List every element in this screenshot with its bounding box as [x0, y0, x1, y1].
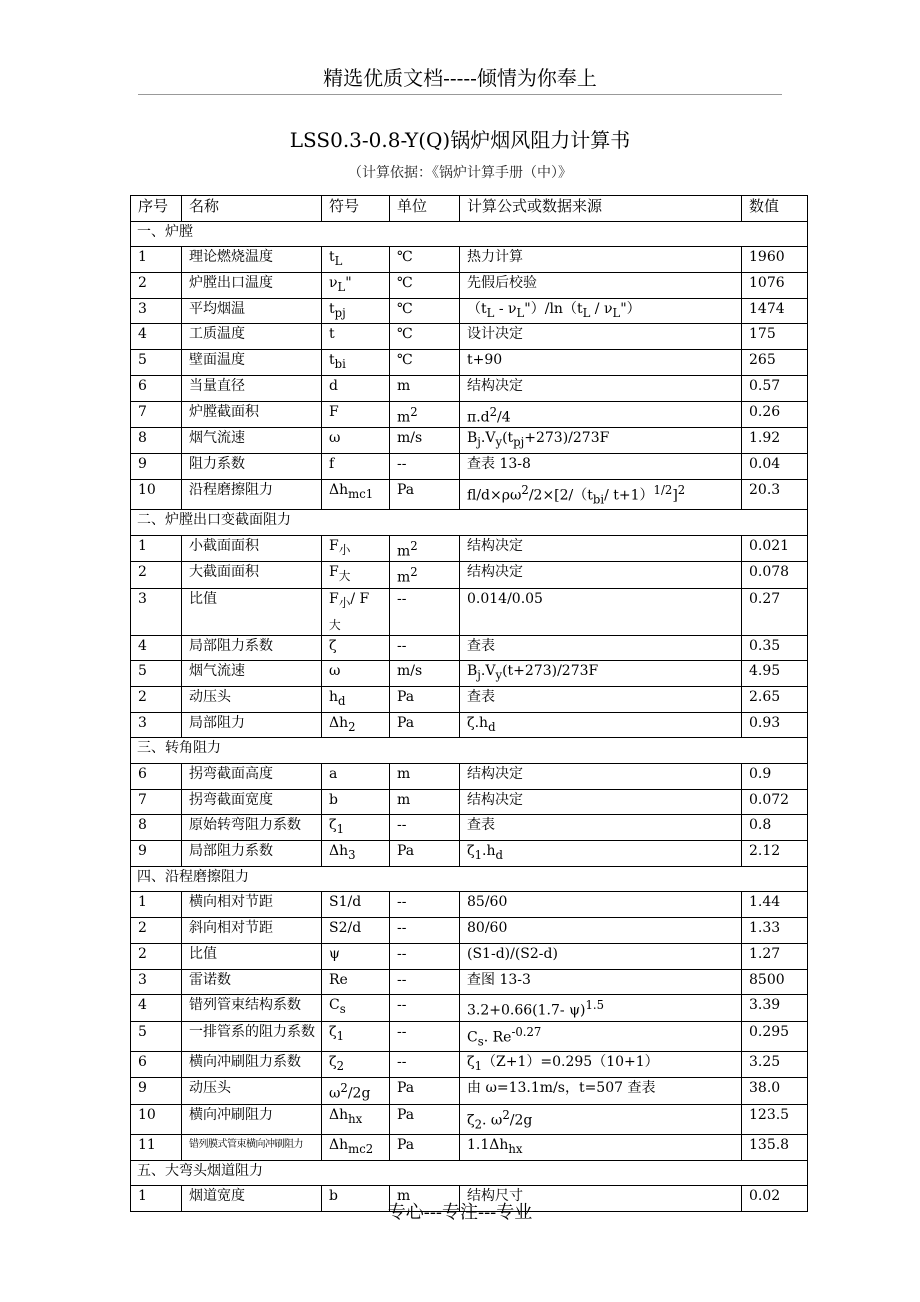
table-row [131, 247, 808, 273]
cell-no: 8 [131, 428, 182, 454]
cell-value: 1960 [742, 247, 808, 273]
cell-formula: $1.1\Delta h_{hx}$ [460, 1135, 742, 1161]
cell-value: 0.27 [742, 588, 808, 635]
cell-unit: -- [390, 1021, 460, 1051]
cell-no: 10 [131, 1104, 182, 1134]
table-row [131, 350, 808, 376]
cell-symbol: ψ [322, 943, 390, 969]
cell-unit: Pa [390, 841, 460, 867]
table-row [131, 815, 808, 841]
section-title: 二、炉膛出口变截面阻力 [131, 509, 808, 535]
cell-value: 4.95 [742, 661, 808, 687]
cell-unit: $m^2$ [390, 401, 460, 428]
cell-value: 0.04 [742, 453, 808, 479]
table-row [131, 764, 808, 790]
cell-formula: 结构决定 [460, 789, 742, 815]
cell-name: 小截面面积 [182, 535, 322, 562]
cell-symbol: f [322, 453, 390, 479]
cell-unit: ℃ [390, 324, 460, 350]
cell-value: 1.44 [742, 892, 808, 918]
table-row [131, 298, 808, 324]
cell-value: 1076 [742, 273, 808, 299]
cell-no: 9 [131, 841, 182, 867]
cell-unit: m [390, 1186, 460, 1212]
cell-symbol: Re [322, 969, 390, 995]
cell-value: 2.65 [742, 686, 808, 712]
cell-unit: -- [390, 453, 460, 479]
cell-symbol: $\zeta_2$ [322, 1052, 390, 1078]
cell-value: 123.5 [742, 1104, 808, 1134]
cell-symbol: $\Delta h_{mc2}$ [322, 1135, 390, 1161]
cell-value: 8500 [742, 969, 808, 995]
cell-value: 0.9 [742, 764, 808, 790]
cell-value: 3.25 [742, 1052, 808, 1078]
cell-name: 雷诺数 [182, 969, 322, 995]
table-row [131, 892, 808, 918]
cell-name: 沿程磨擦阻力 [182, 479, 322, 509]
cell-formula: 结构决定 [460, 375, 742, 401]
cell-value: 0.021 [742, 535, 808, 562]
cell-name: 错列膜式管束横向冲刷阻力 [182, 1135, 322, 1161]
cell-name: 理论燃烧温度 [182, 247, 322, 273]
table-row [131, 324, 808, 350]
cell-symbol: ω [322, 428, 390, 454]
cell-symbol: $\Delta h_{mc1}$ [322, 479, 390, 509]
cell-no: 10 [131, 479, 182, 509]
section-row [131, 221, 808, 247]
table-row [131, 273, 808, 299]
cell-name: 局部阻力 [182, 712, 322, 738]
table-row [131, 375, 808, 401]
cell-symbol: S2/d [322, 918, 390, 944]
cell-value: 1474 [742, 298, 808, 324]
cell-formula: $\zeta_2$. $\omega^2/2g$ [460, 1104, 742, 1134]
cell-unit: -- [390, 635, 460, 661]
cell-symbol: $t_{bi}$ [322, 350, 390, 376]
cell-value: 0.072 [742, 789, 808, 815]
cell-formula: 查表 [460, 686, 742, 712]
cell-name: 烟道宽度 [182, 1186, 322, 1212]
cell-value: 1.33 [742, 918, 808, 944]
cell-value: 0.02 [742, 1186, 808, 1212]
cell-value: 0.295 [742, 1021, 808, 1051]
cell-name: 动压头 [182, 1078, 322, 1105]
cell-name: 比值 [182, 943, 322, 969]
cell-no: 2 [131, 686, 182, 712]
cell-formula: 查表 [460, 815, 742, 841]
cell-symbol: $\Delta h_3$ [322, 841, 390, 867]
cell-no: 7 [131, 789, 182, 815]
column-header-value: 数值 [742, 196, 808, 222]
cell-name: 工质温度 [182, 324, 322, 350]
cell-unit: -- [390, 815, 460, 841]
cell-symbol: S1/d [322, 892, 390, 918]
cell-formula: t+90 [460, 350, 742, 376]
cell-name: 局部阻力系数 [182, 841, 322, 867]
cell-unit: Pa [390, 1104, 460, 1134]
section-row [131, 509, 808, 535]
cell-unit: m [390, 375, 460, 401]
cell-unit: ℃ [390, 247, 460, 273]
cell-unit: Pa [390, 479, 460, 509]
table-row [131, 562, 808, 589]
cell-unit: m [390, 789, 460, 815]
table-row [131, 943, 808, 969]
cell-symbol: $\zeta_1$ [322, 815, 390, 841]
cell-unit: ℃ [390, 350, 460, 376]
cell-formula: $B_j.V_y(t+273)/273F$ [460, 661, 742, 687]
cell-name: 横向冲刷阻力 [182, 1104, 322, 1134]
cell-unit: -- [390, 1052, 460, 1078]
cell-name: 烟气流速 [182, 661, 322, 687]
cell-name: 错列管束结构系数 [182, 995, 322, 1022]
cell-formula: 85/60 [460, 892, 742, 918]
cell-no: 3 [131, 588, 182, 635]
cell-value: 3.39 [742, 995, 808, 1022]
cell-symbol: ζ [322, 635, 390, 661]
cell-formula: 查图 13-3 [460, 969, 742, 995]
cell-formula: $fl/d\times\rho\omega^2/2\times[2/(t_{bi}/$ t+1）$^{1/2}$]$^2$ [460, 479, 742, 509]
table-header-row [131, 196, 808, 222]
section-title: 一、炉膛 [131, 221, 808, 247]
cell-unit: -- [390, 892, 460, 918]
cell-no: 2 [131, 273, 182, 299]
cell-name: 壁面温度 [182, 350, 322, 376]
cell-value: 0.078 [742, 562, 808, 589]
cell-no: 4 [131, 635, 182, 661]
cell-unit: ℃ [390, 273, 460, 299]
column-header-symbol: 符号 [322, 196, 390, 222]
section-row [131, 866, 808, 892]
cell-symbol: a [322, 764, 390, 790]
column-header-no: 序号 [131, 196, 182, 222]
cell-symbol: $\Delta h_{hx}$ [322, 1104, 390, 1134]
table-row [131, 918, 808, 944]
cell-name: 横向冲刷阻力系数 [182, 1052, 322, 1078]
cell-unit: $m^2$ [390, 535, 460, 562]
table-row [131, 635, 808, 661]
cell-no: 9 [131, 1078, 182, 1105]
header-rule [138, 94, 782, 95]
cell-no: 6 [131, 375, 182, 401]
cell-no: 8 [131, 815, 182, 841]
table-row [131, 479, 808, 509]
cell-unit: m/s [390, 661, 460, 687]
cell-no: 4 [131, 324, 182, 350]
page-footer: 专心---专注---专业 [387, 1202, 533, 1223]
table-row [131, 401, 808, 428]
table-row [131, 1104, 808, 1134]
cell-unit: Pa [390, 686, 460, 712]
cell-name: 炉膛截面积 [182, 401, 322, 428]
section-row [131, 738, 808, 764]
cell-symbol: $F_小$ [322, 535, 390, 562]
cell-name: 烟气流速 [182, 428, 322, 454]
cell-no: 3 [131, 298, 182, 324]
cell-formula: $\pi.d^2/4$ [460, 401, 742, 428]
cell-formula: $B_j.V_y(t_{pj}+273)/273F$ [460, 428, 742, 454]
cell-symbol: d [322, 375, 390, 401]
cell-symbol: $t_{pj}$ [322, 298, 390, 324]
cell-symbol: $h_d$ [322, 686, 390, 712]
cell-name: 局部阻力系数 [182, 635, 322, 661]
table-row [131, 1021, 808, 1051]
cell-no: 5 [131, 1021, 182, 1051]
cell-formula: $\zeta_1.h_d$ [460, 841, 742, 867]
cell-name: 斜向相对节距 [182, 918, 322, 944]
cell-formula: 由 ω=13.1m/s，t=507 查表 [460, 1078, 742, 1105]
cell-symbol: $\nu_L$" [322, 273, 390, 299]
section-title: 三、转角阻力 [131, 738, 808, 764]
cell-no: 11 [131, 1135, 182, 1161]
table-body [131, 221, 808, 1211]
table-row [131, 686, 808, 712]
cell-value: 265 [742, 350, 808, 376]
cell-name: 横向相对节距 [182, 892, 322, 918]
column-header-formula: 计算公式或数据来源 [460, 196, 742, 222]
cell-symbol: $\zeta_1$ [322, 1021, 390, 1051]
section-row [131, 1160, 808, 1186]
cell-value: 0.35 [742, 635, 808, 661]
cell-name: 阻力系数 [182, 453, 322, 479]
cell-formula: 80/60 [460, 918, 742, 944]
cell-formula: 结构决定 [460, 764, 742, 790]
cell-unit: Pa [390, 712, 460, 738]
cell-unit: m/s [390, 428, 460, 454]
cell-formula: 结构决定 [460, 535, 742, 562]
table-row [131, 712, 808, 738]
cell-value: 0.26 [742, 401, 808, 428]
cell-formula: $\zeta_1(Z+1)=0.295(10+1)$ [460, 1052, 742, 1078]
cell-formula: 设计决定 [460, 324, 742, 350]
cell-symbol: $\Delta h_2$ [322, 712, 390, 738]
cell-name: 动压头 [182, 686, 322, 712]
cell-no: 2 [131, 562, 182, 589]
cell-unit: -- [390, 918, 460, 944]
cell-formula: (S1-d)/(S2-d) [460, 943, 742, 969]
cell-no: 6 [131, 764, 182, 790]
cell-value: 2.12 [742, 841, 808, 867]
cell-value: 175 [742, 324, 808, 350]
cell-symbol: $\omega^2/2g$ [322, 1078, 390, 1105]
cell-no: 1 [131, 892, 182, 918]
table-row [131, 1135, 808, 1161]
cell-name: 原始转弯阻力系数 [182, 815, 322, 841]
cell-unit: Pa [390, 1078, 460, 1105]
cell-name: 炉膛出口温度 [182, 273, 322, 299]
cell-value: 1.92 [742, 428, 808, 454]
cell-no: 9 [131, 453, 182, 479]
cell-symbol: $F_小/$ F $_大$ [322, 588, 390, 635]
cell-no: 5 [131, 661, 182, 687]
cell-unit: Pa [390, 1135, 460, 1161]
calculation-table [130, 195, 808, 1212]
cell-symbol: b [322, 1186, 390, 1212]
cell-name: 当量直径 [182, 375, 322, 401]
table-row [131, 588, 808, 635]
page-header: 精选优质文档-----倾情为你奉上 [323, 66, 597, 90]
cell-formula: 3.2+0.66(1.7- ψ)$^{1.5}$ [460, 995, 742, 1022]
cell-no: 5 [131, 350, 182, 376]
column-header-name: 名称 [182, 196, 322, 222]
cell-unit: m [390, 764, 460, 790]
cell-name: 一排管系的阻力系数 [182, 1021, 322, 1051]
cell-formula: $C_s$. $Re^{-0.27}$ [460, 1021, 742, 1051]
cell-formula: 先假后校验 [460, 273, 742, 299]
cell-unit: -- [390, 943, 460, 969]
cell-no: 1 [131, 247, 182, 273]
cell-no: 1 [131, 1186, 182, 1212]
cell-formula: 结构决定 [460, 562, 742, 589]
cell-formula: 查表 13-8 [460, 453, 742, 479]
cell-symbol: F [322, 401, 390, 428]
document-title: LSS0.3-0.8-Y(Q)锅炉烟风阻力计算书 [289, 128, 631, 152]
cell-formula: （$t_L$ - $\nu_L")/\ln(t_L$ / $\nu_L$"） [460, 298, 742, 324]
cell-no: 3 [131, 712, 182, 738]
cell-name: 拐弯截面高度 [182, 764, 322, 790]
table-row [131, 789, 808, 815]
table-row [131, 661, 808, 687]
cell-no: 3 [131, 969, 182, 995]
cell-formula: 0.014/0.05 [460, 588, 742, 635]
cell-value: 0.93 [742, 712, 808, 738]
cell-no: 1 [131, 535, 182, 562]
table-row [131, 1052, 808, 1078]
cell-formula: 结构尺寸 [460, 1186, 742, 1212]
cell-no: 6 [131, 1052, 182, 1078]
cell-name: 大截面面积 [182, 562, 322, 589]
cell-formula: 热力计算 [460, 247, 742, 273]
cell-symbol: t [322, 324, 390, 350]
cell-symbol: ω [322, 661, 390, 687]
cell-no: 7 [131, 401, 182, 428]
cell-value: 135.8 [742, 1135, 808, 1161]
cell-value: 20.3 [742, 479, 808, 509]
cell-unit: -- [390, 969, 460, 995]
cell-value: 0.8 [742, 815, 808, 841]
cell-symbol: $C_s$ [322, 995, 390, 1022]
cell-symbol: b [322, 789, 390, 815]
cell-unit: ℃ [390, 298, 460, 324]
cell-no: 2 [131, 918, 182, 944]
cell-formula: $\zeta.h_d$ [460, 712, 742, 738]
table-row [131, 841, 808, 867]
section-title: 五、大弯头烟道阻力 [131, 1160, 808, 1186]
cell-symbol: $F_大$ [322, 562, 390, 589]
cell-formula: 查表 [460, 635, 742, 661]
column-header-unit: 单位 [390, 196, 460, 222]
cell-name: 比值 [182, 588, 322, 635]
table-row [131, 995, 808, 1022]
cell-no: 2 [131, 943, 182, 969]
cell-value: 38.0 [742, 1078, 808, 1105]
table-row [131, 535, 808, 562]
table-row [131, 969, 808, 995]
cell-name: 拐弯截面宽度 [182, 789, 322, 815]
table-row [131, 453, 808, 479]
table-row [131, 1078, 808, 1105]
cell-value: 0.57 [742, 375, 808, 401]
cell-unit: -- [390, 995, 460, 1022]
cell-symbol: $t_L$ [322, 247, 390, 273]
document-subtitle: （计算依据：《锅炉计算手册（中）》 [348, 165, 572, 181]
cell-unit: -- [390, 588, 460, 635]
cell-no: 4 [131, 995, 182, 1022]
cell-value: 1.27 [742, 943, 808, 969]
section-title: 四、沿程磨擦阻力 [131, 866, 808, 892]
cell-unit: $m^2$ [390, 562, 460, 589]
cell-name: 平均烟温 [182, 298, 322, 324]
table-row [131, 428, 808, 454]
